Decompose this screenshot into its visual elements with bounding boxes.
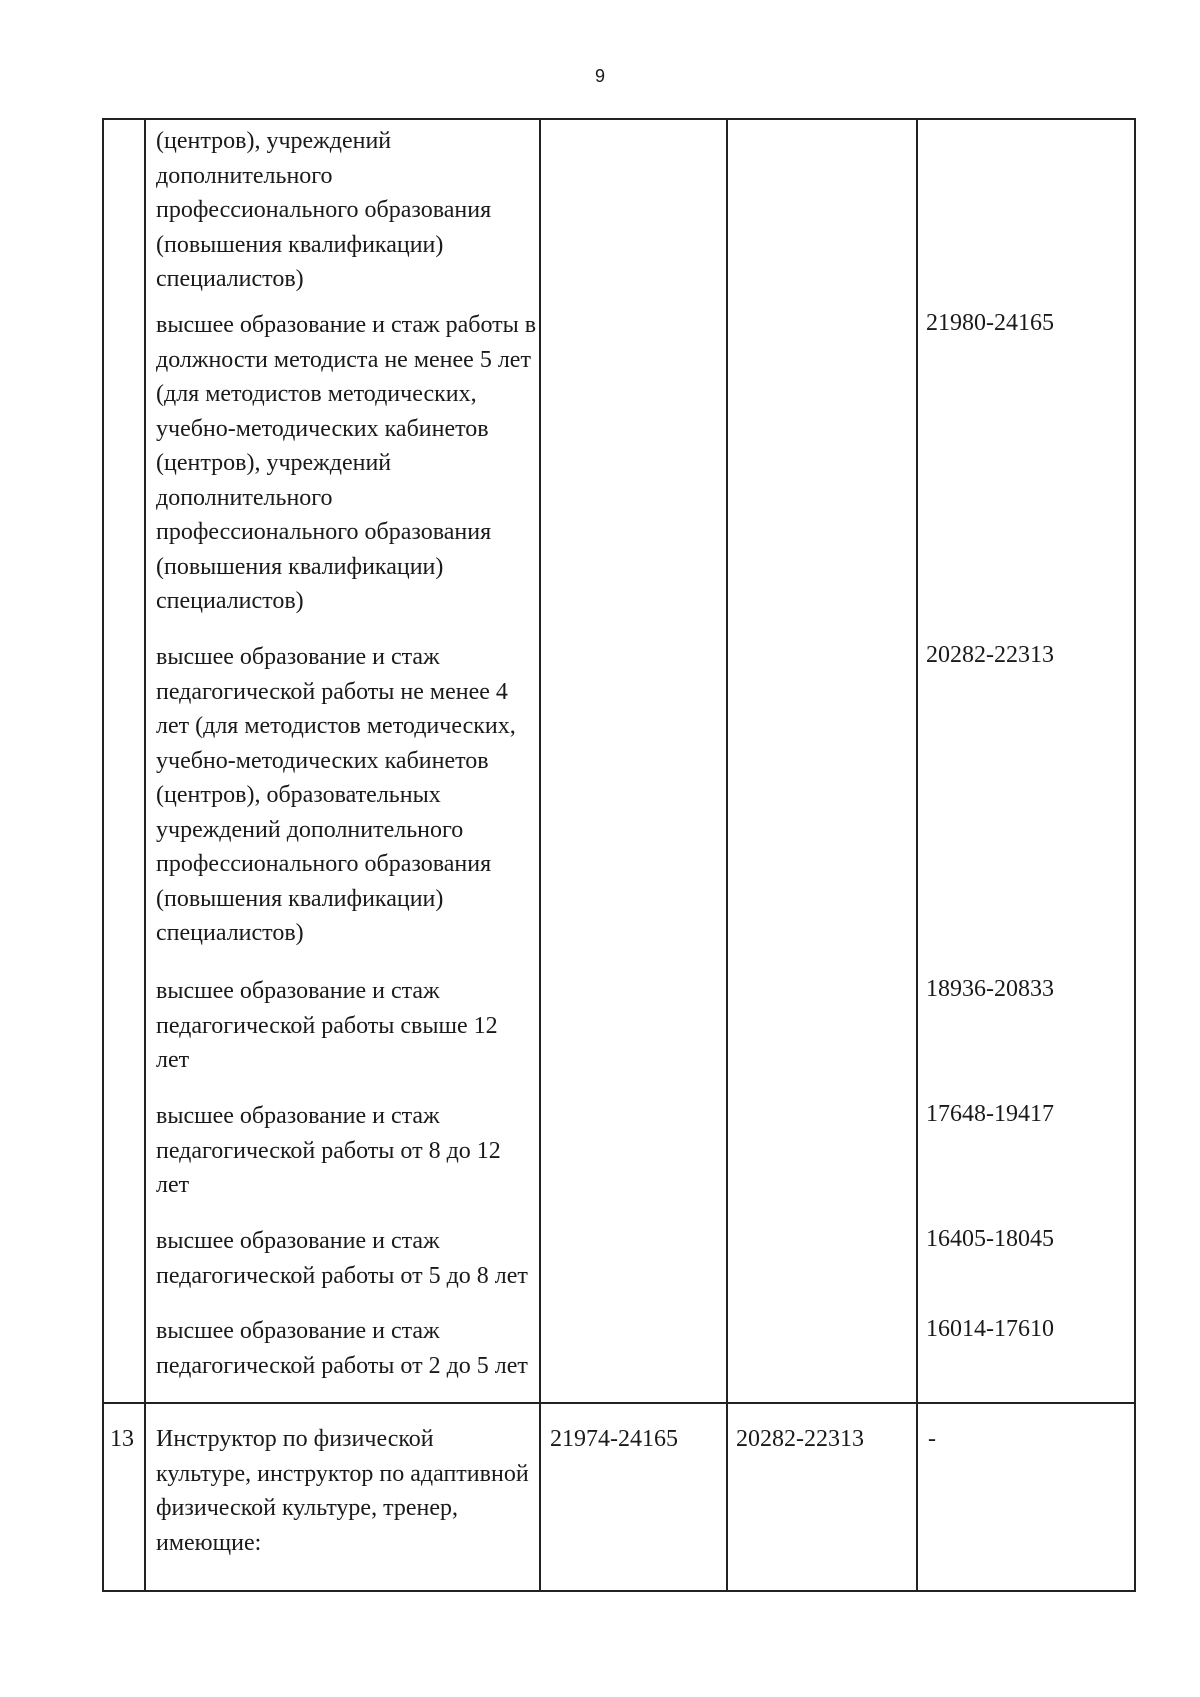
column-divider-2 [539, 118, 541, 1592]
salary-range: 16405-18045 [926, 1226, 1054, 1252]
salary-range-col4: 20282-22313 [736, 1426, 864, 1452]
table-left-border [102, 118, 104, 1592]
salary-range: 17648-19417 [926, 1101, 1054, 1127]
qualification-text: высшее образование и стаж педагогической работы от 2 до 5 лет [156, 1318, 528, 1379]
salary-table [102, 118, 1136, 1593]
salary-range: 21980-24165 [926, 310, 1054, 336]
row-number: 13 [110, 1426, 134, 1452]
salary-range-col5: - [928, 1426, 936, 1452]
column-divider-1 [144, 118, 146, 1592]
salary-range: 16014-17610 [926, 1316, 1054, 1342]
table-bottom-border [102, 1590, 1136, 1592]
salary-range: 20282-22313 [926, 642, 1054, 668]
position-title: Инструктор по физической культуре, инструктор по адаптивной физической культуре, тренер, имеющие: [156, 1426, 529, 1556]
table-top-border [102, 118, 1136, 120]
salary-range-col3: 21974-24165 [550, 1426, 678, 1452]
salary-range: 18936-20833 [926, 976, 1054, 1002]
row-divider [102, 1402, 1136, 1404]
qualification-text: высшее образование и стаж педагогической работы от 5 до 8 лет [156, 1228, 528, 1289]
qualification-text: высшее образование и стаж педагогической работы свыше 12 лет [156, 978, 498, 1073]
column-divider-3 [726, 118, 728, 1592]
qualification-text: высшее образование и стаж работы в должности методиста не менее 5 лет (для методистов методических, учебно-методических кабинетов (центров), учреждений дополнительного профессионального образования (повышения квалификации) специалистов) [156, 312, 537, 614]
table-right-border [1134, 118, 1136, 1592]
qualification-text: высшее образование и стаж педагогической работы от 8 до 12 лет [156, 1103, 501, 1198]
column-divider-4 [916, 118, 918, 1592]
page-number: 9 [594, 66, 605, 86]
continuation-text: (центров), учреждений дополнительного профессионального образования (повышения квалификации) специалистов) [156, 128, 492, 292]
qualification-text: высшее образование и стаж педагогической работы не менее 4 лет (для методистов методических, учебно-методических кабинетов (центров), образовательных учреждений дополнительного профессионального образования (повышения квалификации) специалистов) [156, 644, 516, 946]
